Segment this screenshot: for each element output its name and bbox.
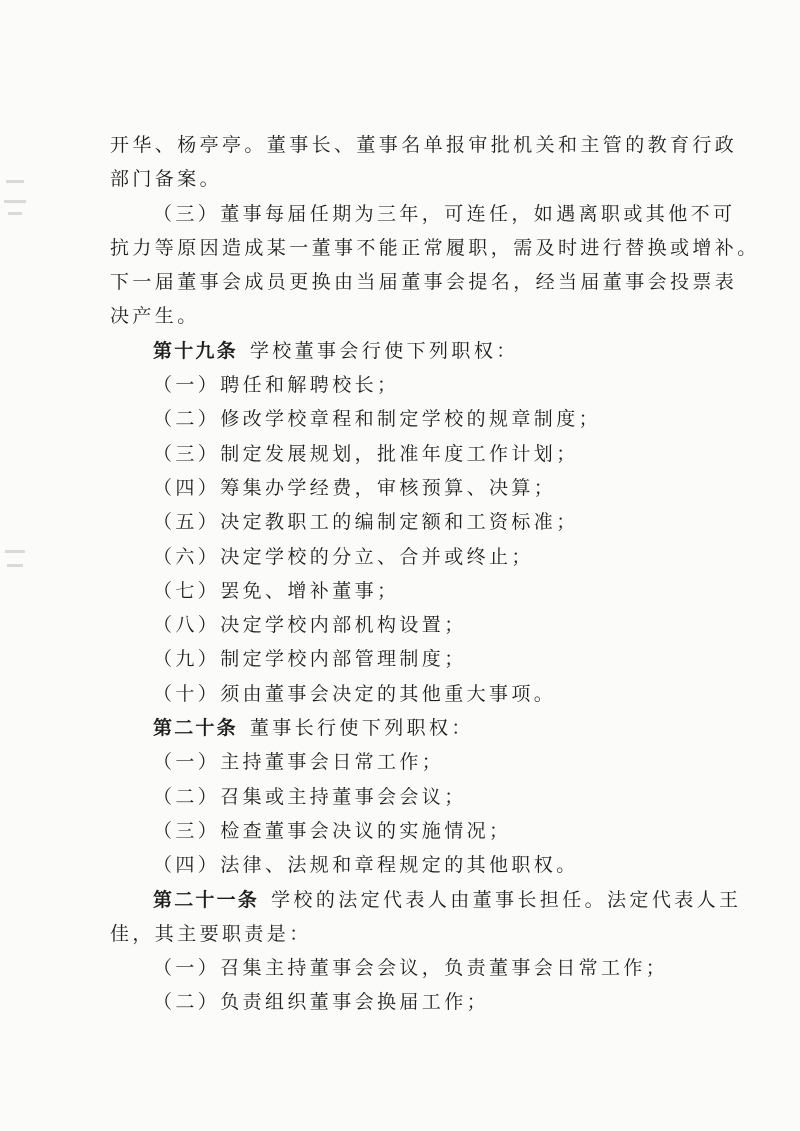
list-item: （八）决定学校内部机构设置；: [153, 614, 467, 637]
list-item: （六）决定学校的分立、合并或终止；: [153, 545, 534, 568]
list-item: （十）须由董事会决定的其他重大事项。: [153, 682, 557, 705]
list-item: （三）制定发展规划，批准年度工作计划；: [153, 442, 579, 465]
list-item: （二）修改学校章程和制定学校的规章制度；: [153, 408, 602, 431]
list-item: （三）检查董事会决议的实施情况；: [153, 819, 512, 842]
list-item: （四）筹集办学经费，审核预算、决算；: [153, 476, 557, 499]
article-number: 第二十一条: [153, 888, 260, 911]
text-line: 佳，其主要职责是：: [110, 922, 312, 945]
article-text: 董事长行使下列职权：: [249, 717, 474, 740]
list-item: （一）聘任和解聘校长；: [153, 374, 400, 397]
list-item: （四）法律、法规和章程规定的其他职权。: [153, 854, 579, 877]
text-line: 抗力等原因造成某一董事不能正常履职，需及时进行替换或增补。: [110, 236, 760, 259]
article-text: 学校的法定代表人由董事长担任。法定代表人王: [271, 888, 742, 911]
list-item: （五）决定教职工的编制定额和工资标准；: [153, 511, 579, 534]
scan-edge-marks: [2, 160, 32, 580]
text-line: 开华、杨亭亭。董事长、董事名单报审批机关和主管的教育行政: [110, 134, 738, 156]
document-body: [110, 128, 760, 1020]
text-line: 下一届董事会成员更换由当届董事会提名，经当届董事会投票表: [110, 271, 738, 294]
list-item: （二）负责组织董事会换届工作；: [153, 991, 490, 1014]
article-number: 第二十条: [153, 717, 238, 740]
article-heading-line: [110, 711, 700, 745]
article-heading-line: [110, 334, 700, 368]
article-heading-line: [110, 883, 742, 917]
list-item: （一）主持董事会日常工作；: [153, 751, 445, 774]
article-number: 第十九条: [153, 339, 238, 362]
text-line: 决产生。: [110, 305, 200, 328]
text-line: 部门备案。: [110, 168, 223, 191]
list-item: （七）罢免、增补董事；: [153, 579, 400, 602]
text-line: （三）董事每届任期为三年，可连任，如遇离职或其他不可: [153, 202, 736, 225]
list-item: （二）召集或主持董事会会议；: [153, 785, 467, 808]
list-item: （一）召集主持董事会会议，负责董事会日常工作；: [153, 957, 669, 980]
article-text: 学校董事会行使下列职权：: [249, 339, 519, 362]
list-item: （九）制定学校内部管理制度；: [153, 648, 467, 671]
